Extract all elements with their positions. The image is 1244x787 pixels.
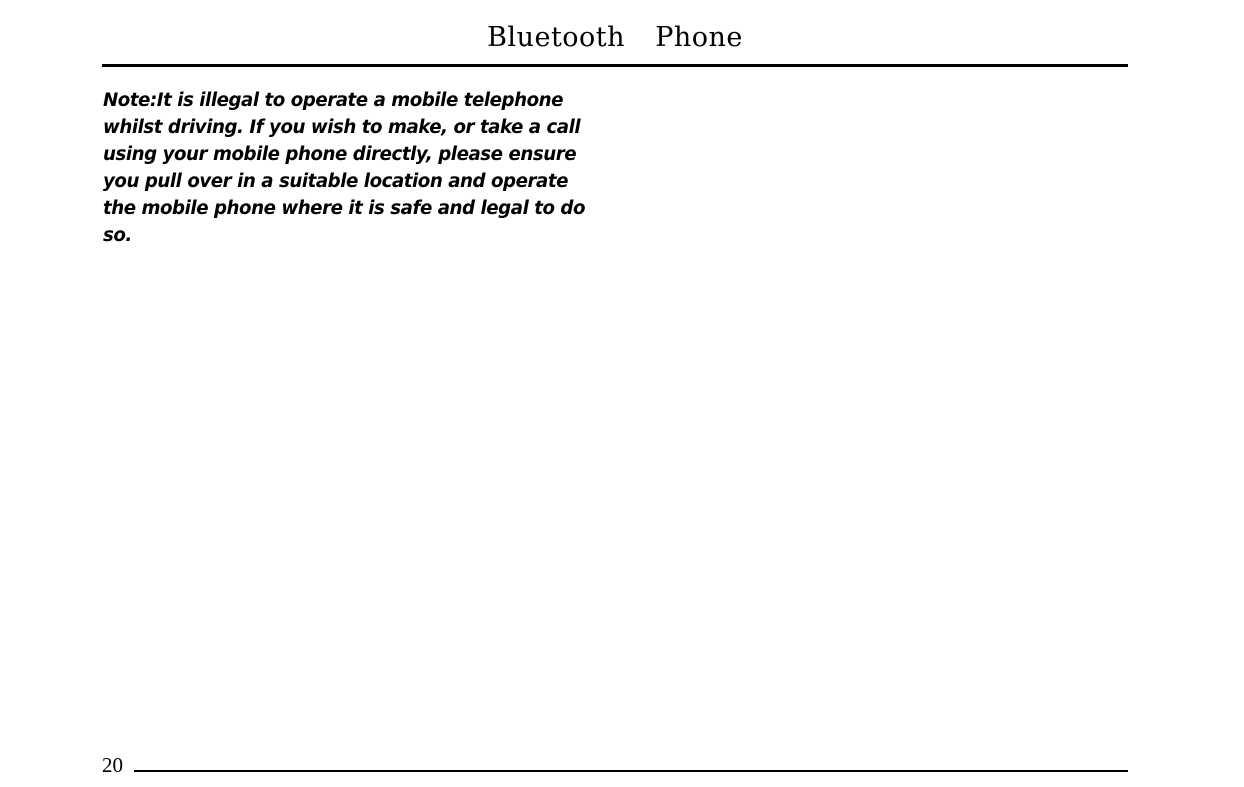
footer-rule	[134, 770, 1128, 772]
page-title: Bluetooth Phone	[487, 22, 743, 53]
page-footer	[102, 752, 1128, 778]
page-header	[102, 14, 1128, 67]
page-number: 20	[102, 753, 123, 777]
safety-note: Note:It is illegal to operate a mobile telephone whilst driving. If you wish to make, or take a call using your mobile phone directly, please ensure you pull over in a suitable location and operate the mobile phone where it is safe and legal to do so.	[103, 90, 586, 246]
